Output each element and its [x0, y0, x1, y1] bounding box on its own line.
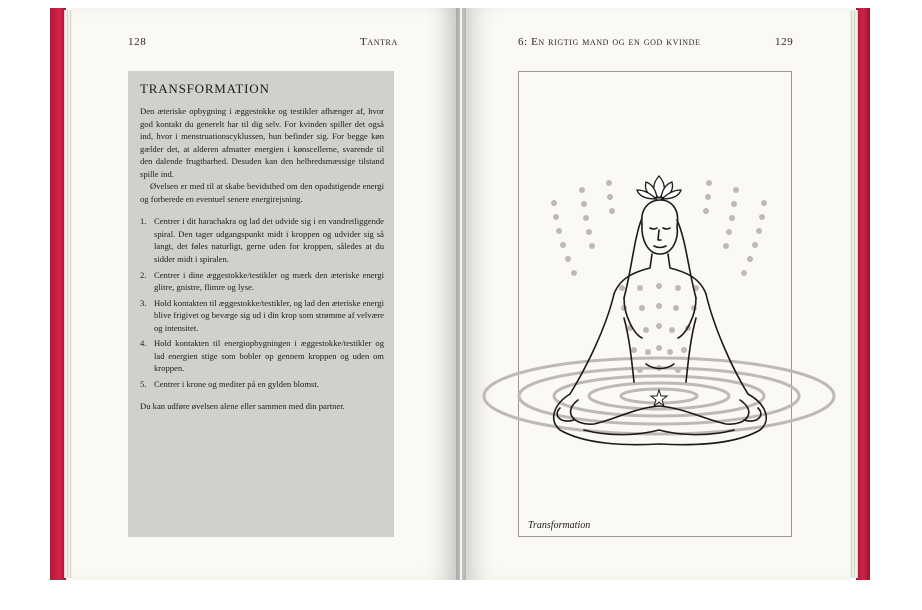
- book-cover-right-edge: [856, 8, 870, 580]
- meditation-illustration: [474, 168, 844, 468]
- step-text: Hold kontakten til æggestokke/testikler, og lad den æteriske energi blive frigivet og bevæge sig ud i din krop som strømme af velvære og intensitet.: [154, 297, 384, 333]
- purpose-paragraph: Øvelsen er med til at skabe bevidsthed om den opadstigende energi og forberede en eventuel senere energirejsning.: [140, 181, 384, 204]
- left-running-head: Tantra: [360, 36, 398, 48]
- lotus-crown: [637, 176, 681, 199]
- step-item: [140, 269, 384, 294]
- step-number: 5.: [140, 378, 147, 389]
- step-number: 3.: [140, 297, 147, 308]
- left-page-number: 128: [128, 36, 147, 48]
- exercise-box: [128, 71, 394, 537]
- right-running-head: 6: En rigtig mand og en god kvinde: [518, 36, 701, 48]
- step-text: Hold kontakten til energiopbygningen i æggestokke/testikler og lad energien stige som bobler op gennem kroppen og uden om kroppen.: [154, 338, 384, 374]
- right-page-number: 129: [775, 36, 794, 48]
- step-item: [140, 378, 384, 391]
- step-text: Centrer i dit harachakra og lad det udvide sig i en vandretliggende spiral. Den tager udgangspunkt midt i kroppen og udvider sig så langt, det føles naturligt, gerne uden for kroppen, således at du sidder midt i spiralen.: [154, 216, 384, 265]
- closing-paragraph: Du kan udføre øvelsen alene eller sammen med din partner.: [140, 401, 345, 412]
- figure-caption: Transformation: [528, 520, 591, 531]
- step-text: Centrer i krone og mediter på en gylden blomst.: [154, 378, 319, 389]
- energy-dots: [551, 180, 767, 373]
- step-number: 1.: [140, 216, 147, 227]
- exercise-title: TRANSFORMATION: [140, 81, 270, 96]
- step-item: [140, 297, 384, 335]
- step-number: 4.: [140, 338, 147, 349]
- step-item: [140, 337, 384, 375]
- step-number: 2.: [140, 269, 147, 280]
- exercise-steps: [140, 215, 384, 390]
- exercise-text: [140, 105, 384, 413]
- book-gutter: [456, 8, 466, 580]
- step-text: Centrer i dine æggestokke/testikler og mærk den æteriske energi glitre, gnistre, flimre og lyse.: [154, 269, 384, 293]
- intro-paragraph: Den æteriske opbygning i æggestokke og testikler afhænger af, hvor god kontakt du generelt har til dig selv. For kvinden spiller det også ind, hvor i menstruationscyklussen, hun befinder sig. For begge køn gælder det, at alderen afmatter energien i kønscellerne, svarende til den dalende frugtbarhed. Desuden kan den helbredsmæssige tilstand spille ind.: [140, 106, 384, 179]
- step-item: [140, 215, 384, 265]
